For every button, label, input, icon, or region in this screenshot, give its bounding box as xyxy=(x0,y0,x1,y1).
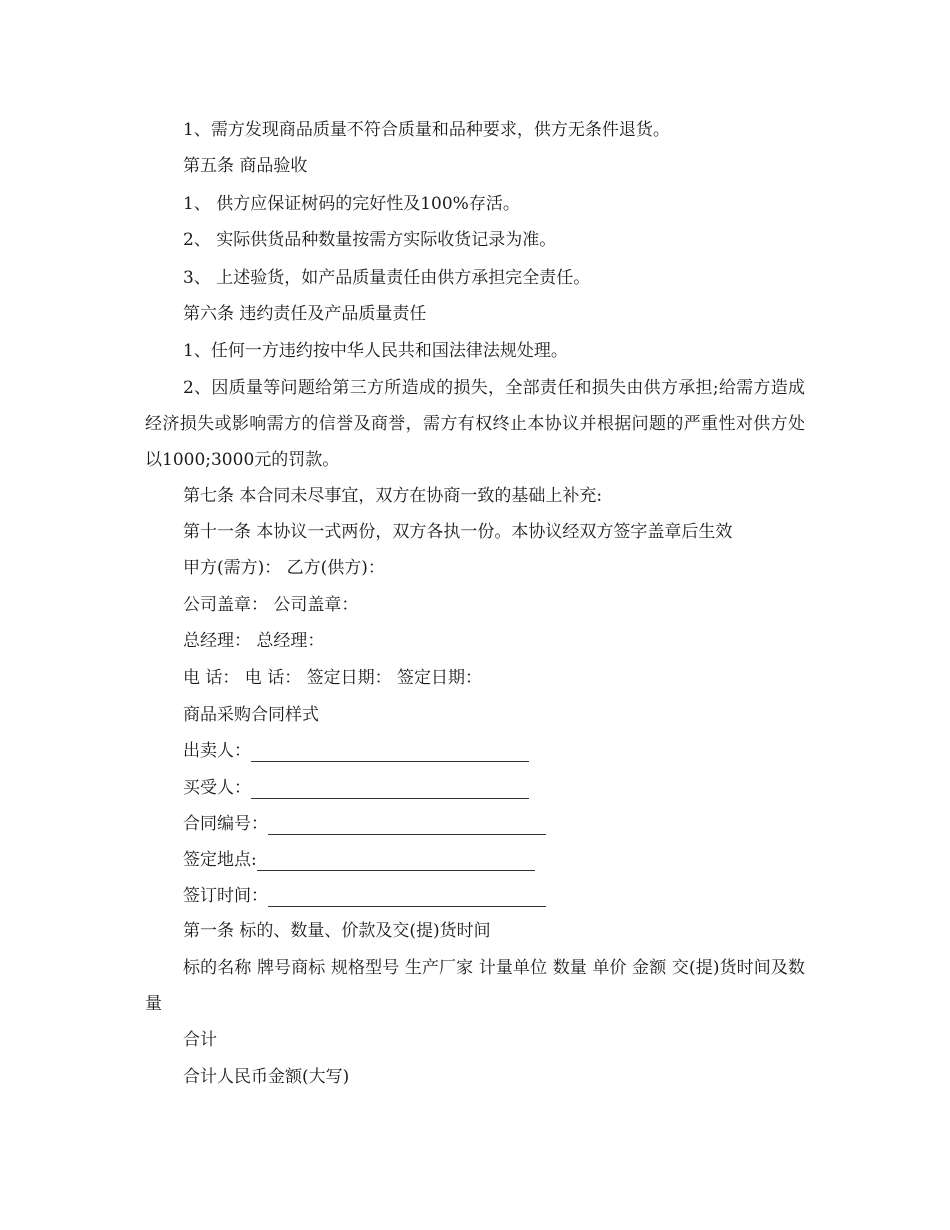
contract-number-field xyxy=(145,806,805,842)
article-1-columns: 标的名称 牌号商标 规格型号 生产厂家 计量单位 数量 单价 金额 交(提)货时间及数量 xyxy=(145,958,805,1014)
total-rmb-amount-label: 合计人民币金额(大写) xyxy=(183,1067,350,1087)
total-label: 合计 xyxy=(183,1030,217,1050)
article-11-heading: 第十一条 本协议一式两份，双方各执一份。本协议经双方签字盖章后生效 xyxy=(183,522,733,542)
article-5-item-2: 2、 实际供货品种数量按需方实际收货记录为准。 xyxy=(183,230,557,250)
article-6-item-2: 2、因质量等问题给第三方所造成的损失，全部责任和损失由供方承担;给需方造成经济损失或影响需方的信誉及商誉，需方有权终止本协议并根据问题的严重性对供方处以1000;3000元的罚款。 xyxy=(145,378,805,470)
signing-place-field xyxy=(145,842,805,878)
seller-blank xyxy=(251,737,529,762)
buyer-blank xyxy=(251,774,529,799)
signing-place-blank xyxy=(257,846,535,871)
contract-number-blank xyxy=(268,810,546,835)
general-manager-labels: 总经理： 总经理： xyxy=(183,631,325,651)
article-7-heading: 第七条 本合同未尽事宜，双方在协商一致的基础上补充: xyxy=(183,486,603,506)
seller-field xyxy=(145,733,805,769)
article-6-heading: 第六条 违约责任及产品质量责任 xyxy=(183,304,427,324)
signing-place-label: 签定地点: xyxy=(183,850,257,870)
article-5-heading: 第五条 商品验收 xyxy=(183,156,308,176)
contract-template-title: 商品采购合同样式 xyxy=(183,705,319,725)
seller-label: 出卖人： xyxy=(183,741,251,761)
signing-time-blank xyxy=(268,882,546,907)
article-5-item-1: 1、 供方应保证树码的完好性及100%存活。 xyxy=(183,194,520,214)
buyer-label: 买受人： xyxy=(183,778,251,798)
contract-number-label: 合同编号： xyxy=(183,814,268,834)
company-seal-labels: 公司盖章： 公司盖章： xyxy=(183,595,359,615)
buyer-field xyxy=(145,770,805,806)
party-labels: 甲方(需方)： 乙方(供方)： xyxy=(183,558,385,578)
article-1-heading: 第一条 标的、数量、价款及交(提)货时间 xyxy=(183,921,491,941)
clause-return-goods: 1、需方发现商品质量不符合质量和品种要求，供方无条件退货。 xyxy=(183,120,670,140)
phone-date-labels: 电 话： 电 话： 签定日期： 签定日期： xyxy=(183,668,483,688)
article-6-item-1: 1、任何一方违约按中华人民共和国法律法规处理。 xyxy=(183,341,568,361)
article-5-item-3: 3、 上述验货，如产品质量责任由供方承担完全责任。 xyxy=(183,268,591,288)
signing-time-label: 签订时间： xyxy=(183,886,268,906)
signing-time-field xyxy=(145,878,805,914)
